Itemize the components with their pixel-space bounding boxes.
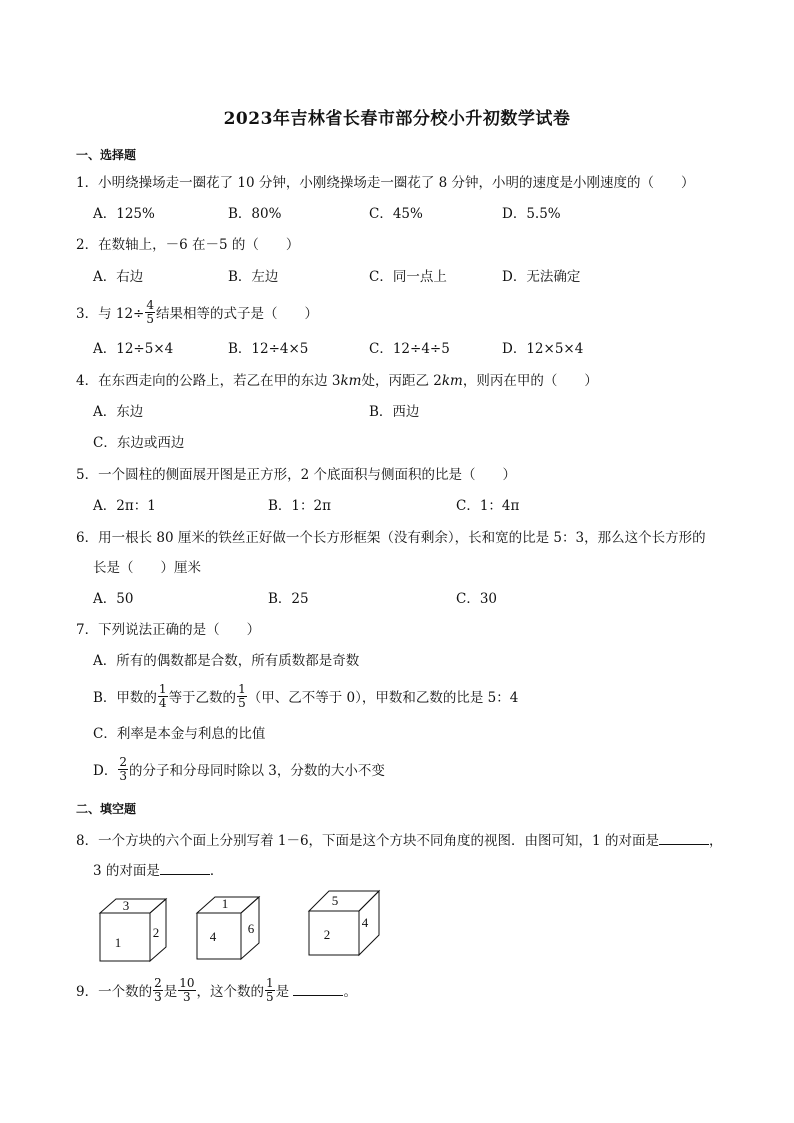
question-9-fraction-3	[265, 977, 275, 1004]
cube-view-2	[193, 893, 273, 963]
cube-2-front-number: 4	[209, 929, 217, 944]
question-6-option-b: B．25	[268, 591, 309, 607]
page-title: 2023年吉林省长春市部分校小升初数学试卷	[223, 109, 571, 129]
question-4-stem-mid: 处，丙距乙 2	[361, 373, 442, 389]
question-4-option-a: A．东边	[93, 404, 144, 420]
cube-view-1	[96, 895, 176, 965]
question-1-option-b: B．80%	[228, 206, 282, 222]
question-9-post: 。	[343, 984, 357, 1000]
question-3-option-c: C．12÷4÷5	[369, 341, 450, 357]
cube-1-top-number: 3	[122, 898, 130, 913]
question-8-stem2-post: ．	[209, 863, 224, 879]
question-7-option-d	[93, 755, 385, 785]
question-3-stem	[76, 298, 319, 328]
question-8-stem-line1	[76, 831, 722, 851]
fraction-denominator: 5	[266, 990, 274, 1004]
option-b-post: （甲、乙不等于 0），甲数和乙数的比是 5：4	[247, 690, 519, 706]
question-6-stem-line1: 6．用一根长 80 厘米的铁丝正好做一个长方形框架（没有剩余），长和宽的比是 5：3，那么这个长方形的	[76, 530, 706, 546]
question-2-option-c: C．同一点上	[369, 269, 447, 285]
cube-3-top-number: 5	[331, 893, 339, 908]
question-9-fraction-2	[178, 977, 195, 1004]
section-fill-heading: 二、填空题	[76, 802, 137, 816]
question-6-stem-line2: 长是（ ）厘米	[93, 560, 201, 576]
fraction-numerator: 1	[238, 682, 246, 696]
cube-2-top-number: 1	[221, 896, 229, 911]
option-b-pre: B．甲数的	[93, 690, 157, 706]
question-9-pre: 9．一个数的	[76, 984, 153, 1000]
option-d-pre: D．	[93, 763, 118, 779]
answer-blank[interactable]	[160, 862, 210, 875]
unit-km: km	[441, 373, 463, 389]
question-7-option-c: C．利率是本金与利息的比值	[93, 726, 266, 742]
option-b-fraction-2	[237, 683, 247, 710]
question-7-option-b	[93, 682, 519, 712]
question-2-option-b: B．左边	[228, 269, 279, 285]
fraction-numerator: 2	[154, 976, 162, 990]
fraction-denominator: 5	[146, 312, 155, 326]
fraction-denominator: 4	[158, 696, 167, 710]
question-4-stem-post: ，则丙在甲的（ ）	[462, 373, 598, 389]
question-8-stem-line2	[93, 861, 223, 881]
question-2-stem: 2．在数轴上，－6 在－5 的（ ）	[76, 237, 300, 253]
question-8-stem-pre: 8．一个方块的六个面上分别写着 1－6，下面是这个方块不同角度的视图．由图可知，1 的对面是	[76, 833, 659, 849]
answer-blank[interactable]	[659, 832, 709, 845]
option-d-post: 的分子和分母同时除以 3，分数的大小不变	[128, 763, 385, 779]
question-4-option-c: C．东边或西边	[93, 435, 185, 451]
question-8-stem-post: ，	[708, 833, 723, 849]
question-3-stem-pre: 3．与 12÷	[76, 306, 145, 322]
fraction-denominator: 5	[238, 696, 246, 710]
option-b-fraction-1	[158, 683, 168, 710]
fraction-numerator: 10	[179, 976, 195, 990]
cube-3-side-number: 4	[361, 915, 369, 930]
question-1-stem: 1．小明绕操场走一圈花了 10 分钟，小刚绕操场走一圈花了 8 分钟，小明的速度是小刚速度的（ ）	[76, 175, 695, 191]
question-3-option-d: D．12×5×4	[502, 341, 584, 357]
fraction-numerator: 1	[158, 682, 167, 696]
answer-blank[interactable]	[293, 983, 343, 996]
question-1-option-a: A．125%	[93, 206, 155, 222]
cube-1-front-number: 1	[114, 935, 122, 950]
question-5-option-c: C．1：4π	[456, 498, 520, 514]
question-6-option-c: C．30	[456, 591, 498, 607]
question-5-stem: 5．一个圆柱的侧面展开图是正方形，2 个底面积与侧面积的比是（ ）	[76, 467, 516, 483]
fraction-denominator: 3	[183, 990, 191, 1004]
cube-3-front-number: 2	[323, 927, 331, 942]
question-7-stem: 7．下列说法正确的是（ ）	[76, 622, 261, 638]
section-choice-heading: 一、选择题	[76, 148, 137, 162]
question-8-stem2-pre: 3 的对面是	[93, 863, 160, 879]
question-2-option-a: A．右边	[93, 269, 144, 285]
fraction-numerator: 1	[266, 976, 274, 990]
question-3-option-b: B．12÷4×5	[228, 341, 309, 357]
fraction-denominator: 3	[154, 990, 162, 1004]
question-1-option-c: C．45%	[369, 206, 423, 222]
fraction-numerator: 2	[119, 755, 127, 769]
question-2-option-d: D．无法确定	[502, 269, 581, 285]
cube-view-3	[305, 887, 385, 959]
question-9-stem	[76, 976, 357, 1006]
question-5-option-b: B．1：2π	[268, 498, 331, 514]
unit-km: km	[340, 373, 362, 389]
cube-1-side-number: 2	[152, 925, 160, 940]
cube-2-side-number: 6	[247, 921, 255, 936]
question-9-mid-2: ，这个数的	[196, 984, 265, 1000]
fraction-denominator: 3	[119, 769, 127, 783]
question-9-fraction-1	[153, 977, 163, 1004]
question-4-option-b: B．西边	[369, 404, 420, 420]
option-b-mid: 等于乙数的	[168, 690, 237, 706]
question-9-mid-1: 是	[163, 984, 178, 1000]
question-9-mid-3: 是	[275, 984, 294, 1000]
question-3-fraction	[145, 299, 155, 326]
question-6-option-a: A．50	[93, 591, 134, 607]
question-4-stem	[76, 371, 598, 391]
question-7-option-a: A．所有的偶数都是合数，所有质数都是奇数	[93, 653, 360, 669]
question-1-option-d: D．5.5%	[502, 206, 561, 222]
question-3-option-a: A．12÷5×4	[93, 341, 174, 357]
option-d-fraction	[118, 756, 128, 783]
question-4-stem-pre: 4．在东西走向的公路上，若乙在甲的东边 3	[76, 373, 341, 389]
question-3-stem-post: 结果相等的式子是（ ）	[156, 306, 319, 322]
fraction-numerator: 4	[146, 298, 155, 312]
question-5-option-a: A．2π：1	[93, 498, 156, 514]
